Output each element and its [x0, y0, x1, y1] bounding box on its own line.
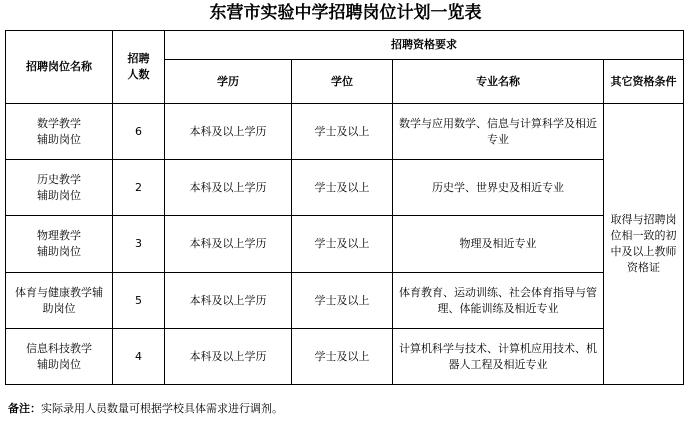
cell-count: 3 — [113, 216, 165, 273]
cell-degree: 学士及以上 — [292, 216, 393, 273]
header-education: 学历 — [165, 60, 292, 104]
cell-education: 本科及以上学历 — [165, 273, 292, 329]
cell-education: 本科及以上学历 — [165, 329, 292, 385]
cell-education: 本科及以上学历 — [165, 104, 292, 160]
recruitment-table — [5, 30, 684, 385]
header-major: 专业名称 — [393, 60, 604, 104]
cell-position: 历史教学辅助岗位 — [6, 160, 113, 216]
header-requirements: 招聘资格要求 — [165, 31, 684, 60]
table-row — [6, 273, 684, 329]
cell-position: 信息科技教学辅助岗位 — [6, 329, 113, 385]
cell-major: 数学与应用数学、信息与计算科学及相近专业 — [393, 104, 604, 160]
table-row — [6, 160, 684, 216]
cell-count: 2 — [113, 160, 165, 216]
header-other: 其它资格条件 — [604, 60, 684, 104]
cell-major: 历史学、世界史及相近专业 — [393, 160, 604, 216]
header-position: 招聘岗位名称 — [6, 31, 113, 104]
header-degree: 学位 — [292, 60, 393, 104]
cell-other-requirement: 取得与招聘岗位相一致的初中及以上教师资格证 — [604, 104, 684, 385]
header-count: 招聘人数 — [113, 31, 165, 104]
cell-degree: 学士及以上 — [292, 329, 393, 385]
cell-degree: 学士及以上 — [292, 104, 393, 160]
cell-position: 物理教学辅助岗位 — [6, 216, 113, 273]
cell-count: 5 — [113, 273, 165, 329]
footnote-label: 备注： — [8, 402, 41, 415]
cell-position: 数学教学辅助岗位 — [6, 104, 113, 160]
cell-major: 物理及相近专业 — [393, 216, 604, 273]
page-title: 东营市实验中学招聘岗位计划一览表 — [209, 3, 482, 23]
cell-degree: 学士及以上 — [292, 273, 393, 329]
footnote-text: 实际录用人员数量可根据学校具体需求进行调剂。 — [41, 402, 283, 415]
footnote — [8, 401, 283, 417]
table-row — [6, 329, 684, 385]
cell-position: 体育与健康教学辅助岗位 — [6, 273, 113, 329]
cell-education: 本科及以上学历 — [165, 216, 292, 273]
table-row — [6, 104, 684, 160]
cell-degree: 学士及以上 — [292, 160, 393, 216]
cell-major: 体育教育、运动训练、社会体育指导与管理、体能训练及相近专业 — [393, 273, 604, 329]
cell-count: 4 — [113, 329, 165, 385]
cell-count: 6 — [113, 104, 165, 160]
table-row — [6, 216, 684, 273]
cell-major: 计算机科学与技术、计算机应用技术、机器人工程及相近专业 — [393, 329, 604, 385]
cell-education: 本科及以上学历 — [165, 160, 292, 216]
